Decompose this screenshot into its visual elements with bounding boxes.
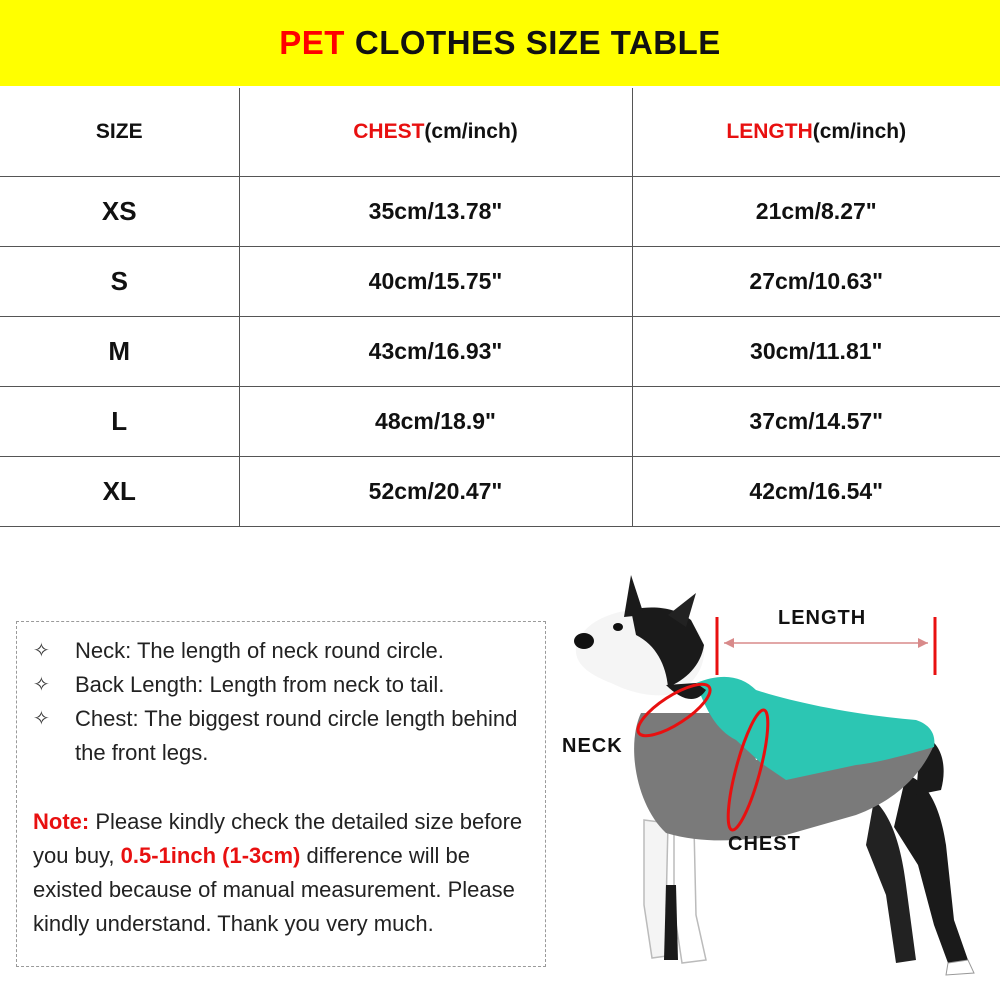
note-text-2: difference will be existed because of manual measurement. Please kindly understand. Thank you very much. — [33, 843, 515, 936]
dog-illustration — [556, 565, 1000, 1000]
bullet-text: Chest: The biggest round circle length behind the front legs. — [75, 706, 518, 765]
dog-measurement-diagram — [556, 565, 1000, 1000]
cell-chest: 48cm/18.9" — [239, 387, 632, 457]
length-label: LENGTH — [778, 607, 867, 629]
table-row — [0, 317, 1000, 387]
sparkle-icon: ✧ — [33, 708, 50, 730]
note-highlight: 0.5-1inch (1-3cm) — [120, 843, 301, 868]
cell-length: 37cm/14.57" — [632, 387, 1000, 457]
measurement-bullets — [33, 634, 543, 770]
dog-ear-left — [624, 575, 644, 617]
table-header-row — [0, 88, 1000, 177]
bullet-neck — [33, 634, 543, 668]
table-row — [0, 247, 1000, 317]
title-banner — [0, 0, 1000, 86]
dog-eye — [613, 623, 623, 631]
note-label: Note: — [33, 809, 90, 834]
chest-label: CHEST — [728, 833, 801, 855]
header-length-unit: (cm/inch) — [812, 120, 907, 143]
header-size: SIZE — [0, 88, 239, 177]
cell-size: L — [0, 387, 239, 457]
dog-leg-patch — [664, 885, 678, 960]
table-row — [0, 177, 1000, 247]
cell-length: 27cm/10.63" — [632, 247, 1000, 317]
bullet-text: Back Length: Length from neck to tail. — [75, 672, 445, 697]
neck-label: NECK — [562, 735, 623, 757]
header-length — [632, 88, 1000, 177]
cell-chest: 35cm/13.78" — [239, 177, 632, 247]
note-text-1: Please kindly check the detailed size before you buy, — [33, 809, 523, 868]
table-row — [0, 387, 1000, 457]
title-highlight: PET — [279, 24, 345, 61]
length-arrow-left — [724, 638, 734, 648]
cell-length: 42cm/16.54" — [632, 457, 1000, 527]
bullet-text: Neck: The length of neck round circle. — [75, 638, 444, 663]
dog-paw-back — [946, 960, 974, 975]
cell-length: 21cm/8.27" — [632, 177, 1000, 247]
cell-chest: 52cm/20.47" — [239, 457, 632, 527]
dog-front-leg-left — [674, 827, 706, 963]
title-text: CLOTHES SIZE TABLE — [354, 24, 721, 61]
cell-size: M — [0, 317, 239, 387]
length-arrow-right — [918, 638, 928, 648]
dog-nose — [574, 633, 594, 649]
note-paragraph — [33, 805, 538, 941]
header-chest-unit: (cm/inch) — [424, 120, 518, 143]
cell-length: 30cm/11.81" — [632, 317, 1000, 387]
cell-chest: 43cm/16.93" — [239, 317, 632, 387]
header-chest-word: CHEST — [353, 120, 425, 143]
sparkle-icon: ✧ — [33, 640, 50, 662]
cell-chest: 40cm/15.75" — [239, 247, 632, 317]
bullet-back-length — [33, 668, 543, 702]
cell-size: XS — [0, 177, 239, 247]
bullet-chest — [33, 702, 543, 770]
header-length-word: LENGTH — [726, 120, 813, 143]
size-table — [0, 88, 1000, 527]
measurement-info-box — [16, 621, 546, 967]
cell-size: S — [0, 247, 239, 317]
header-chest — [239, 88, 632, 177]
table-row — [0, 457, 1000, 527]
cell-size: XL — [0, 457, 239, 527]
sparkle-icon: ✧ — [33, 674, 50, 696]
